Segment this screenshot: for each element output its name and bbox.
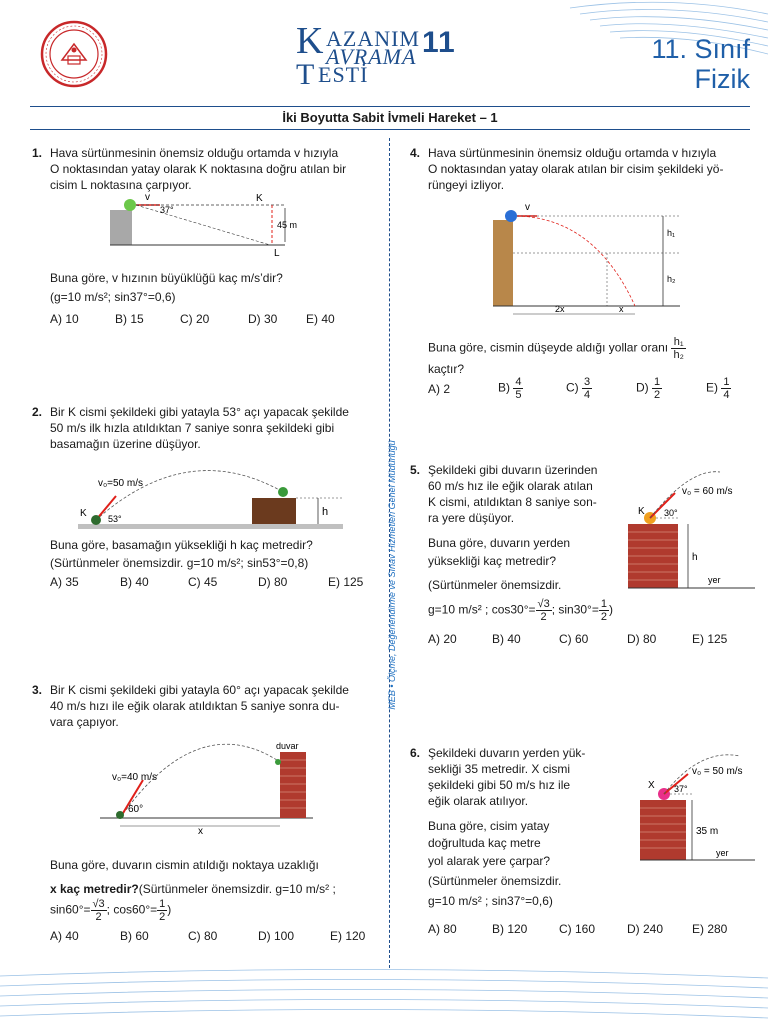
question-4: 4. Hava sürtünmesinin önemsiz olduğu ortamda v hızıyla O noktasından yatay olarak atılan bir cisim şekildeki yö- rüngeyi izliyor.	[428, 145, 758, 193]
question-3: 3. Bir K cismi şekildeki gibi yatayla 60° açı yapacak şekilde 40 m/s hızı ile eğik olarak atıldıktan 5 saniye sonra du- vara çapıyor.	[50, 682, 380, 730]
q6-angle-label: 37°	[674, 784, 688, 794]
q3-angle-label: 60°	[128, 804, 144, 815]
q4-figure	[485, 198, 700, 320]
q4-h2-label: h₂	[667, 274, 676, 284]
q1-given: (g=10 m/s²; sin37°=0,6)	[50, 290, 176, 304]
q6-x-label: X	[648, 780, 655, 791]
q5-angle-label: 30°	[664, 508, 678, 518]
grade-subject-label	[651, 34, 750, 94]
q5-text-line1: Şekildeki gibi duvarın üzerinden	[428, 463, 598, 477]
q4-text-line2: O noktasından yatay olarak atılan bir cisim şekildeki yö-	[428, 162, 724, 176]
q3-option-d[interactable]: D) 100	[258, 929, 295, 943]
q5-option-c[interactable]: C) 60	[559, 632, 589, 646]
q5-option-b[interactable]: B) 40	[492, 632, 521, 646]
q5-k-label: K	[638, 506, 645, 517]
q5-figure	[620, 468, 760, 593]
kazanim-kavrama-testi-logo: K AZANIM AVRAMA T ESTİ 11	[296, 20, 456, 91]
q4-v-label: v	[525, 202, 530, 213]
q6-text-line2: sekliği 35 metredir. X cismi	[428, 762, 571, 776]
q5-h-label: h	[692, 552, 698, 563]
q3-figure	[98, 738, 338, 838]
q2-text-line3: basamağın üzerine düşüyor.	[50, 437, 201, 451]
q2-text-line1: Bir K cismi şekildeki gibi yatayla 53° açı yapacak şekilde	[50, 405, 349, 419]
q3-question-line1: Buna göre, duvarın cismin atıldığı noktaya uzaklığı	[50, 858, 319, 872]
q3-options	[50, 929, 365, 943]
question-1: 1. Hava sürtünmesinin önemsiz olduğu ortamda v hızıyla O noktasından yatay olarak K noktasına doğru atılan bir cisim L noktasına çarpıyor.	[50, 145, 380, 193]
q5-question-line1: Buna göre, duvarın yerden	[428, 536, 571, 550]
q6-figure	[630, 752, 760, 867]
q6-option-b[interactable]: B) 120	[492, 922, 528, 936]
q1-option-a[interactable]: A) 10	[50, 312, 79, 326]
q2-given: (Sürtünmeler önemsizdir. g=10 m/s²; sin53°=0,8)	[50, 556, 309, 570]
q2-option-e[interactable]: E) 125	[328, 575, 364, 589]
q3-question-line2: x kaç metredir?(Sürtünmeler önemsizdir. g=10 m/s² ;	[50, 882, 336, 896]
question-2: 2. Bir K cismi şekildeki gibi yatayla 53° açı yapacak şekilde 50 m/s ilk hızla atıldıktan 7 saniye sonra şekildeki gibi basamağın üzerine düşüyor.	[50, 404, 380, 452]
q1-options	[50, 312, 335, 326]
q1-text-line2: O noktasından yatay olarak K noktasına doğru atılan bir	[50, 162, 347, 176]
q1-figure	[100, 190, 310, 260]
q5-option-d[interactable]: D) 80	[627, 632, 657, 646]
q5-ground-label: yer	[708, 575, 721, 585]
q5-text-line2: 60 m/s hız ile eğik olarak atılan	[428, 479, 593, 493]
q5-given-line1: (Sürtünmeler önemsizdir.	[428, 578, 562, 592]
q2-option-b[interactable]: B) 40	[120, 575, 149, 589]
q3-brick-wall	[280, 752, 306, 818]
q6-question-line3: yol alarak yere çarpar?	[428, 854, 551, 868]
q3-option-a[interactable]: A) 40	[50, 929, 79, 943]
q6-text-line4: eğik olarak atılıyor.	[428, 794, 529, 808]
q3-text-line3: vara çapıyor.	[50, 715, 119, 729]
side-publisher-text: MEB • Ölçme, Değerlendirme ve Sınav Hizmetleri Genel Müdürlüğü	[387, 440, 397, 710]
q5-option-a[interactable]: A) 20	[428, 632, 457, 646]
q2-k-label: K	[80, 508, 87, 519]
q6-text-line3: şekildeki gibi 50 m/s hız ile	[428, 778, 571, 792]
page-title: İki Boyutta Sabit İvmeli Hareket – 1	[30, 106, 750, 130]
q4-option-e[interactable]: E) $\frac{1}{4}$	[706, 376, 730, 401]
q6-given-line1: (Sürtünmeler önemsizdir.	[428, 874, 562, 888]
q1-ball	[124, 199, 136, 211]
q4-text-line3: rüngeyi izliyor.	[428, 178, 505, 192]
q4-option-c[interactable]: C) $\frac{3}{4}$	[566, 376, 591, 401]
q3-given-trig: sin60°= $\frac{√3}{2}$ ; cos60°= $\frac{1}{2}$ )	[50, 898, 172, 923]
q1-dist-label: 45 m	[277, 220, 298, 230]
q6-height-label: 35 m	[696, 826, 719, 837]
q6-option-d[interactable]: D) 240	[627, 922, 664, 936]
q1-question: Buna göre, v hızının büyüklüğü kaç m/s’dir?	[50, 271, 283, 285]
q6-question-line1: Buna göre, cisim yatay	[428, 819, 550, 833]
subject-label: Fizik	[694, 64, 750, 94]
q6-options	[428, 922, 727, 936]
q4-question-line1: Buna göre, cismin düşeyde aldığı yollar oranı $\frac{\text{h₁}}{\text{h₂}}$	[428, 336, 684, 361]
ministry-seal-logo	[40, 20, 108, 88]
q6-option-e[interactable]: E) 280	[692, 922, 728, 936]
q2-option-a[interactable]: A) 35	[50, 575, 79, 589]
q5-brick-wall	[628, 524, 678, 588]
q3-text-line1: Bir K cismi şekildeki gibi yatayla 60° açı yapacak şekilde	[50, 683, 349, 697]
q4-question-line2: kaçtır?	[428, 362, 465, 376]
q6-question-line2: doğrultuda kaç metre	[428, 836, 541, 850]
q1-text-line1: Hava sürtünmesinin önemsiz olduğu ortamda v hızıyla	[50, 146, 339, 160]
q6-option-a[interactable]: A) 80	[428, 922, 457, 936]
q4-h1-label: h₁	[667, 228, 676, 238]
q2-option-c[interactable]: C) 45	[188, 575, 218, 589]
q2-h-label: h	[322, 506, 329, 518]
q1-text-line3: cisim L noktasına çarpıyor.	[50, 178, 192, 192]
q3-x-label: x	[198, 826, 203, 837]
footer-decoration	[0, 968, 768, 1024]
q3-option-b[interactable]: B) 60	[120, 929, 149, 943]
q2-options	[50, 575, 363, 589]
q6-brick-wall	[640, 800, 686, 860]
q5-text-line4: ra yere düşüyor.	[428, 511, 515, 525]
q2-v0-label: v₀=50 m/s	[98, 478, 143, 489]
q2-angle-label: 53°	[108, 514, 122, 524]
q6-ground-label: yer	[716, 848, 729, 858]
q2-text-line2: 50 m/s ilk hızla atıldıktan 7 saniye sonra şekildeki gibi	[50, 421, 335, 435]
q5-options	[428, 632, 727, 646]
q3-text-line2: 40 m/s hızı ile eğik olarak atıldıktan 5 saniye sonra du-	[50, 699, 340, 713]
q4-2x-label: 2x	[555, 304, 565, 314]
q6-v0-label: v₀ = 50 m/s	[692, 766, 743, 777]
q4-option-a[interactable]: A) 2	[428, 381, 451, 396]
q3-option-c[interactable]: C) 80	[188, 929, 218, 943]
q1-l-label: L	[274, 248, 280, 259]
q1-option-e[interactable]: E) 40	[306, 312, 335, 326]
q1-option-d[interactable]: D) 30	[248, 312, 278, 326]
q4-options	[428, 376, 731, 401]
q2-option-d[interactable]: D) 80	[258, 575, 288, 589]
q5-v0-label: v₀ = 60 m/s	[682, 486, 733, 497]
q6-option-c[interactable]: C) 160	[559, 922, 596, 936]
q4-text-line1: Hava sürtünmesinin önemsiz olduğu ortamda v hızıyla	[428, 146, 717, 160]
q6-given-line2: g=10 m/s² ; sin37°=0,6)	[428, 894, 553, 908]
q1-option-b[interactable]: B) 15	[115, 312, 144, 326]
q3-option-e[interactable]: E) 120	[330, 929, 366, 943]
q1-k-label: K	[256, 193, 263, 204]
q1-v-label: v	[145, 192, 150, 203]
q3-wall-label: duvar	[276, 741, 299, 751]
q6-text-line1: Şekildeki duvarın yerden yük-	[428, 746, 586, 760]
question-5: 5. Şekildeki gibi duvarın üzerinden 60 m/s hız ile eğik olarak atılan K cismi, atıldıktan 8 saniye son- ra yere düşüyor.	[428, 462, 628, 526]
question-6: 6. Şekildeki duvarın yerden yük- sekliği 35 metredir. X cismi şekildeki gibi 50 m/s hız ile eğik olarak atılıyor.	[428, 745, 628, 809]
q5-given-line2: g=10 m/s² ; cos30°= $\frac{√3}{2}$ ; sin30°= $\frac{1}{2}$ )	[428, 598, 613, 623]
q1-option-c[interactable]: C) 20	[180, 312, 210, 326]
q2-question: Buna göre, basamağın yüksekliği h kaç metredir?	[50, 538, 313, 552]
q2-figure	[78, 458, 368, 533]
q5-text-line3: K cismi, atıldıktan 8 saniye son-	[428, 495, 597, 509]
q5-option-e[interactable]: E) 125	[692, 632, 728, 646]
q5-question-line2: yüksekliği kaç metredir?	[428, 554, 557, 568]
q4-option-d[interactable]: D) $\frac{1}{2}$	[636, 376, 661, 401]
q1-angle-label: 37°	[160, 205, 174, 215]
grade-label: 11. Sınıf	[651, 34, 750, 64]
q4-x-label: x	[619, 304, 624, 314]
q4-option-b[interactable]: B) $\frac{4}{5}$	[498, 376, 522, 401]
q3-v0-label: v₀=40 m/s	[112, 772, 157, 783]
